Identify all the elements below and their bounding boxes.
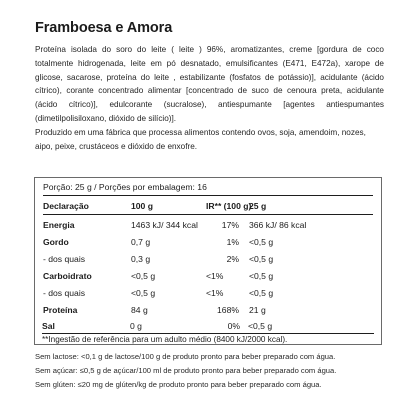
nutrient-per100: 84 g <box>131 305 148 315</box>
nutrient-row-protein <box>35 305 381 321</box>
nutrient-ir: 168% <box>217 305 239 315</box>
nutrient-ir: 0% <box>227 321 240 331</box>
nutrient-label: - dos quais <box>43 288 86 298</box>
header-declaration: Declaração <box>43 201 89 211</box>
header-per25: 25 g <box>249 201 267 211</box>
footnote-rule <box>42 333 374 334</box>
nutrient-per100: 1463 kJ/ 344 kcal <box>131 220 198 230</box>
nutrient-ir: 2% <box>226 254 239 264</box>
nutrient-ir: <1% <box>206 288 224 298</box>
serving-info: Porção: 25 g / Porções por embalagem: 16 <box>43 182 207 192</box>
header-rule-bottom <box>43 214 373 215</box>
nutrient-row-carb-sub <box>35 288 381 304</box>
nutrient-per100: 0 g <box>130 321 142 331</box>
claim-sugar: Sem açúcar: ≤0,5 g de açúcar/100 ml de produto pronto para beber preparado com água. <box>35 366 337 375</box>
header-rule-top <box>43 195 373 196</box>
claims-block <box>35 350 336 392</box>
nutrient-label: - dos quais <box>43 254 86 264</box>
nutrient-per100: 0,7 g <box>131 237 151 247</box>
nutrient-label: Carboidrato <box>43 271 92 281</box>
nutrient-row-carb <box>35 271 381 287</box>
nutrient-per100: 0,3 g <box>131 254 151 264</box>
footnote: **Ingestão de referência para um adulto médio (8400 kJ/2000 kcal). <box>42 335 288 344</box>
nutrient-per100: <0,5 g <box>131 288 156 298</box>
nutrient-per25: <0,5 g <box>248 321 273 331</box>
nutrient-ir: 1% <box>226 237 239 247</box>
nutrient-per25: <0,5 g <box>249 288 274 298</box>
allergen-note: Produzido em uma fábrica que processa alimentos contendo ovos, soja, amendoim, nozes, aipo, peixe, crustáceos e dióxido de enxofre. <box>35 127 366 151</box>
header-per100: 100 g <box>131 201 153 211</box>
ingredients-block <box>35 43 384 153</box>
nutrient-per25: <0,5 g <box>249 254 274 264</box>
claim-gluten: Sem glúten: ≤20 mg de glúten/kg de produto pronto para beber preparado com água. <box>35 380 322 389</box>
product-title: Framboesa e Amora <box>35 20 173 36</box>
ingredients-text: Proteína isolada do soro do leite ( leite ) 96%, aromatizantes, creme [gordura de coco totalmente hidrogenada, leite em pó desnatado, emulsificantes (E471, E472a), xarope de glicose, sacarose, proteína do leite , estabilizante (fosfatos de potássio)], acidulante (ácido cítrico), corante concentrado alimentar [concentrado de suco de cenoura preta, acidulante (ácido cítrico)], edulcorante (sucralose), antiespumante [agentes antiespumantes (dimetilpolisiloxano, dióxido de silício)]. <box>35 45 384 123</box>
nutrient-label: Sal <box>42 321 55 331</box>
nutrient-row-fat-sub <box>35 254 381 270</box>
claim-lactose: Sem lactose: <0,1 g de lactose/100 g de produto pronto para beber preparado com água. <box>35 352 336 361</box>
nutrient-row-energy <box>35 220 381 236</box>
nutrient-row-fat <box>35 237 381 253</box>
nutrient-per100: <0,5 g <box>131 271 156 281</box>
nutrient-per25: <0,5 g <box>249 271 274 281</box>
nutrient-per25: <0,5 g <box>249 237 274 247</box>
nutrient-ir: <1% <box>206 271 224 281</box>
nutrition-table <box>34 177 382 345</box>
nutrient-per25: 366 kJ/ 86 kcal <box>249 220 307 230</box>
header-ir: IR** (100 g) <box>206 201 252 211</box>
nutrient-label: Proteína <box>43 305 78 315</box>
nutrient-ir: 17% <box>221 220 239 230</box>
nutrient-label: Energia <box>43 220 75 230</box>
nutrient-per25: 21 g <box>249 305 266 315</box>
nutrient-label: Gordo <box>43 237 69 247</box>
